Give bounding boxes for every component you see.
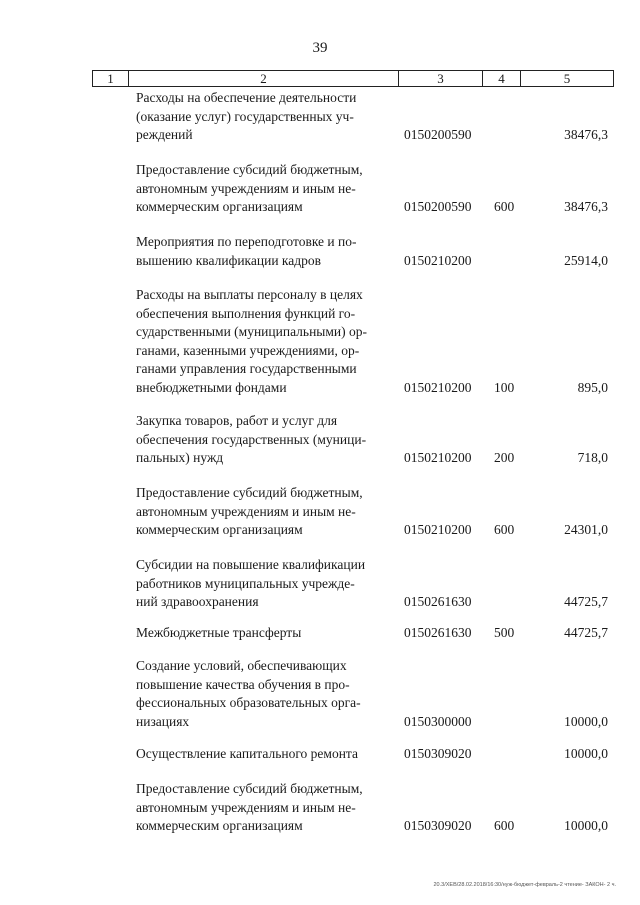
row-description-line: ганами управления государственными (136, 361, 357, 376)
row-description-line: коммерческим организациям (136, 199, 303, 214)
row-expense-type: 100 (494, 379, 515, 395)
row-amount: 25914,0 (564, 252, 608, 268)
row-description-line: низациях (136, 713, 190, 729)
row-description-line: ганами, казенными учреждениями, ор- (136, 342, 360, 358)
row-expense-type: 600 (494, 818, 515, 833)
row-code: 0150210200 (404, 379, 472, 395)
row-description (136, 745, 392, 764)
row-description (136, 624, 392, 643)
row-description-line: коммерческим организациям (136, 522, 303, 537)
row-description-line: Осуществление капитального ремонта (136, 746, 358, 761)
row-code: 0150210200 (404, 252, 472, 268)
row-description-line: коммерческим организациям (136, 818, 303, 833)
row-description-line: внебюджетными фондами (136, 379, 287, 395)
header-col-2: 2 (129, 71, 399, 86)
row-description (136, 780, 392, 836)
header-col-1: 1 (93, 71, 129, 86)
row-code: 0150210200 (404, 450, 472, 465)
row-amount: 38476,3 (564, 199, 608, 214)
row-description-line: работников муниципальных учрежде- (136, 575, 355, 591)
row-description-line: Предоставление субсидий бюджетным, (136, 781, 363, 796)
row-description-line: Создание условий, обеспечивающих (136, 658, 347, 673)
row-description-line: автономным учреждениям и иным не- (136, 799, 356, 815)
row-amount: 44725,7 (564, 594, 608, 609)
footer-stamp: 20.3/ХЕВ/28.02.2018/16:30/нуж-бюджет-февраль-2 чтение- ЗАКОН- 2 ч. (433, 882, 616, 888)
row-description-line: (оказание услуг) государственных уч- (136, 108, 354, 124)
row-amount: 10000,0 (564, 818, 608, 833)
row-description-line: обеспечения государственных (муници- (136, 431, 367, 447)
row-expense-type: 500 (494, 625, 515, 640)
row-description-line: Субсидии на повышение квалификации (136, 557, 366, 572)
header-col-4: 4 (483, 71, 521, 86)
page-number: 39 (312, 40, 328, 56)
row-code: 0150261630 (404, 594, 472, 609)
row-description-line: фессиональных образовательных орга- (136, 695, 361, 710)
row-description (136, 286, 392, 397)
row-description (136, 412, 392, 468)
row-amount: 24301,0 (564, 522, 608, 537)
row-amount: 718,0 (577, 450, 608, 465)
row-amount: 10000,0 (564, 746, 608, 761)
row-description-line: обеспечения выполнения функций го- (136, 305, 356, 321)
row-description (136, 233, 392, 270)
row-description-line: Мероприятия по переподготовке и по- (136, 234, 357, 249)
header-col-3: 3 (399, 71, 483, 86)
row-amount: 38476,3 (564, 127, 608, 142)
row-description-line: Предоставление субсидий бюджетным, (136, 485, 363, 500)
row-amount: 895,0 (577, 379, 608, 395)
row-description (136, 657, 392, 731)
row-description (136, 556, 392, 612)
row-description-line: пальных) нужд (136, 450, 224, 465)
row-description (136, 89, 392, 145)
row-description (136, 484, 392, 540)
row-description-line: Предоставление субсидий бюджетным, (136, 162, 363, 177)
row-description-line: Межбюджетные трансферты (136, 625, 302, 640)
row-code: 0150261630 (404, 625, 472, 640)
row-expense-type: 600 (494, 522, 515, 537)
row-expense-type: 200 (494, 450, 515, 465)
row-description-line: сударственными (муниципальными) ор- (136, 324, 368, 339)
row-description-line: ний здравоохранения (136, 594, 259, 609)
row-description-line: повышение качества обучения в про- (136, 676, 350, 692)
row-code: 0150200590 (404, 127, 472, 142)
row-description-line: Расходы на выплаты персоналу в целях (136, 287, 363, 302)
row-description-line: реждений (136, 127, 193, 142)
row-description-line: вышению квалификации кадров (136, 252, 322, 268)
row-amount: 10000,0 (564, 713, 608, 729)
header-col-5: 5 (563, 71, 571, 86)
row-code: 0150300000 (404, 713, 472, 729)
row-description-line: автономным учреждениям и иным не- (136, 503, 356, 519)
row-code: 0150210200 (404, 522, 472, 537)
row-code: 0150309020 (404, 818, 472, 833)
row-code: 0150200590 (404, 199, 472, 214)
row-description-line: Закупка товаров, работ и услуг для (136, 413, 338, 428)
row-code: 0150309020 (404, 746, 472, 761)
row-expense-type: 600 (494, 199, 515, 214)
row-description-line: автономным учреждениям и иным не- (136, 180, 356, 196)
row-description (136, 161, 392, 217)
row-amount: 44725,7 (564, 625, 608, 640)
row-description-line: Расходы на обеспечение деятельности (136, 90, 357, 105)
table-header-row (92, 70, 614, 87)
